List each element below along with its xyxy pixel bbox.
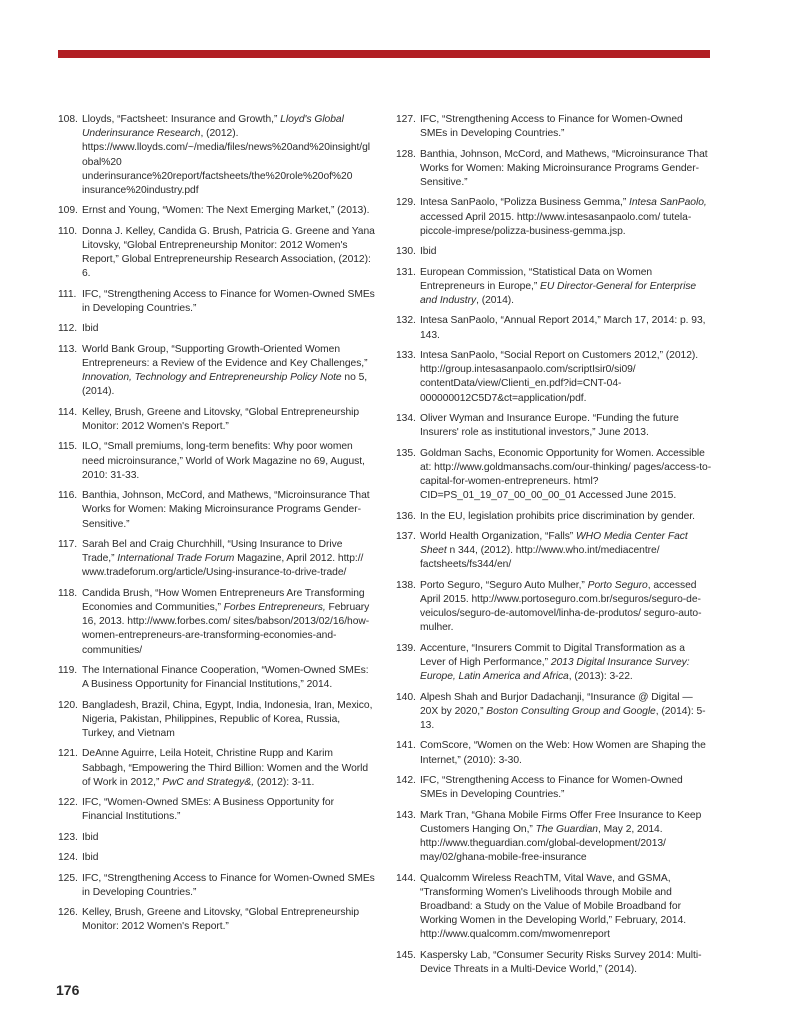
endnote-title-italic: Boston Consulting Group and Google (486, 705, 656, 717)
endnote-title-italic: Intesa SanPaolo, (629, 197, 707, 209)
endnote-text-segment: Ibid (82, 323, 99, 335)
endnote-number: 110. (58, 225, 78, 237)
endnote-number: 122. (58, 797, 78, 809)
endnote-title-italic: 2013 Digital Insurance Survey: Europe, Latin America and Africa (420, 656, 690, 683)
endnote-text (82, 343, 375, 400)
endnote-item (58, 851, 375, 865)
endnote-number: 137. (396, 530, 416, 542)
endnote-text-segment: Ibid (82, 852, 99, 864)
endnote-number: 136. (396, 510, 416, 522)
endnote-number: 114. (58, 406, 78, 418)
endnote-text (420, 113, 712, 141)
endnote-item (58, 489, 375, 532)
endnote-text-segment: World Bank Group, “Supporting Growth-Oriented Women Entrepreneurs: a Review of the Evidence and Key Challenges,” (82, 343, 368, 369)
endnote-item (58, 747, 375, 790)
endnote-text-segment: The International Finance Cooperation, “Women-Owned SMEs: A Business Opportunity for Financial Institutions,” 2014. (82, 664, 369, 691)
endnote-item (396, 245, 712, 259)
endnote-text (82, 538, 375, 581)
endnote-item (58, 288, 375, 316)
endnote-item (58, 796, 375, 824)
endnote-item (58, 322, 375, 336)
endnote-item (396, 349, 712, 406)
endnote-text-segment: Donna J. Kelley, Candida G. Brush, Patricia G. Greene and Yana Litovsky, “Global Entrepreneurship Monitor: 2012 Women's Report,” Global Entrepreneurship Research Association, (2012): 6. (82, 225, 375, 280)
endnote-text (420, 196, 712, 239)
endnote-text-segment: Banthia, Johnson, McCord, and Mathews, “Microinsurance That Works for Women: Making Microinsurance Programs Gender-Sensitive.” (420, 148, 708, 188)
endnote-text (82, 587, 375, 658)
endnote-text-segment: IFC, “Strengthening Access to Finance for Women-Owned SMEs in Developing Countries.” (420, 114, 683, 140)
endnote-text (420, 872, 712, 943)
endnote-text (82, 489, 375, 532)
endnote-number: 132. (396, 315, 416, 327)
endnote-text (420, 266, 712, 309)
endnote-text-segment: Ibid (82, 831, 99, 843)
endnote-text (82, 664, 375, 692)
endnote-text-segment: Goldman Sachs, Economic Opportunity for Women. Accessible at: http://www.goldmansachs.com/our-thinking/ pages/access-to-capital-for-women-entrepreneurs. html?CID=PS_01_19_07_00_00_00_01 Accessed June 2015. (420, 447, 712, 502)
endnote-text-segment: Candida Brush, “How Women Entrepreneurs Are Transforming Economies and Communities,” (82, 587, 365, 613)
endnote-number: 124. (58, 852, 78, 864)
endnote-text-segment: , accessed April 2015. http://www.portoseguro.com.br/seguros/seguro-de-veiculos/seguro-de-automovel/linha-de-produtos/ seguro-auto-mulher. (420, 579, 702, 634)
endnote-text (82, 831, 375, 845)
endnote-text-segment: Magazine, April 2012. http:// www.tradeforum.org/article/Using-insurance-to-drive-trade/ (82, 553, 364, 579)
endnote-number: 144. (396, 872, 416, 884)
endnote-number: 118. (58, 587, 78, 599)
endnote-item (396, 148, 712, 191)
endnote-number: 125. (58, 872, 78, 884)
endnote-item (396, 774, 712, 802)
endnote-text-segment: Bangladesh, Brazil, China, Egypt, India, Indonesia, Iran, Mexico, Nigeria, Pakistan, Philippines, Republic of Korea, Russia, Turkey, and Vietnam (82, 699, 373, 739)
endnote-number: 140. (396, 691, 416, 703)
endnote-text-segment: February 16, 2013. http://www.forbes.com/ sites/babson/2013/02/16/how-women-entrepreneurs-are-transforming-economies-and-communities/ (82, 601, 370, 656)
endnote-text (420, 691, 712, 734)
endnote-text (420, 579, 712, 636)
endnote-text (82, 322, 375, 336)
endnote-text-segment: accessed April 2015. http://www.intesasanpaolo.com/ tutela-piccole-imprese/polizza-business-gemma.jsp. (420, 211, 692, 237)
endnote-text-segment: , (2013): 3-22. (568, 671, 633, 683)
endnote-text-segment: Lloyds, “Factsheet: Insurance and Growth,” (82, 114, 281, 125)
endnote-text-segment: In the EU, legislation prohibits price discrimination by gender. (420, 510, 695, 522)
endnote-item (58, 343, 375, 400)
endnote-text (420, 774, 712, 802)
endnote-text-segment: Banthia, Johnson, McCord, and Mathews, “Microinsurance That Works for Women: Making Microinsurance Programs Gender-Sensitive.” (82, 490, 370, 530)
endnote-number: 123. (58, 831, 78, 843)
endnotes-right-column (396, 113, 712, 983)
endnote-item (58, 587, 375, 658)
endnote-item (58, 699, 375, 742)
page-number: 176 (56, 982, 80, 998)
endnote-item (396, 579, 712, 636)
endnote-number: 111. (58, 288, 77, 300)
endnote-number: 115. (58, 441, 78, 453)
endnote-text-segment: IFC, “Strengthening Access to Finance for Women-Owned SMEs in Developing Countries.” (82, 288, 375, 314)
endnote-number: 116. (58, 490, 78, 502)
endnote-item (396, 510, 712, 524)
endnote-number: 131. (396, 266, 416, 278)
endnote-item (396, 314, 712, 342)
endnote-text (82, 699, 375, 742)
endnote-text-segment: Accenture, “Insurers Commit to Digital Transformation as a Lever of High Performance,” (420, 642, 685, 668)
endnote-text (82, 747, 375, 790)
endnote-item (396, 949, 712, 977)
endnote-item (396, 530, 712, 573)
endnote-text-segment: World Health Organization, “Falls” (420, 530, 577, 542)
endnote-text (82, 872, 375, 900)
endnote-item (396, 266, 712, 309)
endnote-number: 135. (396, 447, 416, 459)
endnote-number: 129. (396, 197, 416, 209)
endnote-number: 117. (58, 538, 78, 550)
endnote-text-segment: , (2014). (476, 294, 514, 306)
endnote-text-segment: Intesa SanPaolo, “Social Report on Customers 2012,” (2012). http://group.intesasanpaolo.com/scriptIsir0/si09/ contentData/view/Clienti_en.pdf?id=CNT-04-000000012C5D7&ct=application/pdf. (420, 349, 699, 404)
endnote-item (58, 225, 375, 282)
endnote-text (420, 530, 712, 573)
endnote-text (420, 245, 712, 259)
endnote-number: 109. (58, 205, 78, 217)
endnote-text-segment: no 5, (2014). (82, 372, 368, 398)
endnote-title-italic: EU Director-General for Enterprise and Industry (420, 280, 697, 306)
endnote-title-italic: Forbes Entrepreneurs, (223, 601, 326, 613)
endnote-title-italic: Innovation, Technology and Entrepreneurship Policy Note (82, 372, 342, 384)
endnote-text-segment: Ibid (420, 246, 437, 258)
endnote-text (82, 906, 375, 934)
endnote-text-segment: IFC, “Strengthening Access to Finance for Women-Owned SMEs in Developing Countries.” (82, 872, 375, 898)
endnote-item (396, 642, 712, 685)
endnote-text-segment: ComScore, “Women on the Web: How Women are Shaping the Internet,” (2010): 3-30. (420, 740, 706, 766)
endnote-item (396, 691, 712, 734)
endnote-text-segment: , May 2, 2014. http://www.theguardian.com/global-development/2013/ may/02/ghana-mobile-free-insurance (420, 823, 666, 864)
endnote-number: 126. (58, 907, 78, 919)
endnote-item (58, 113, 375, 198)
endnote-text-segment: IFC, “Women-Owned SMEs: A Business Opportunity for Financial Institutions.” (82, 797, 334, 823)
endnote-text (82, 406, 375, 434)
endnote-title-italic: Lloyd's Global Underinsurance Research (82, 114, 344, 140)
endnote-text-segment: Kelley, Brush, Greene and Litovsky, “Global Entrepreneurship Monitor: 2012 Women's Report.” (82, 907, 360, 933)
endnote-title-italic: WHO Media Center Fact Sheet (420, 530, 688, 557)
endnote-text-segment: Qualcomm Wireless ReachTM, Vital Wave, and GSMA, “Transforming Women's Livelihoods through Mobile and Broadband: a Study on the Value of Mobile Broadband for Working Women in the Developing World,” February, 2014. http://www.qualcomm.com/mwomenreport (420, 872, 687, 941)
endnote-text-segment: (2012): 3-11. (254, 776, 315, 788)
endnote-item (396, 412, 712, 440)
endnote-text (82, 113, 375, 198)
endnote-text-segment: Intesa SanPaolo, “Annual Report 2014,” March 17, 2014: p. 93, 143. (420, 315, 706, 341)
endnote-item (396, 809, 712, 866)
endnote-number: 127. (396, 114, 416, 125)
endnote-text-segment: Oliver Wyman and Insurance Europe. “Funding the future Insurers' role as institutional investors,” June 2013. (420, 412, 679, 439)
endnote-number: 130. (396, 246, 416, 258)
endnote-text (82, 440, 375, 483)
endnote-item (58, 831, 375, 845)
endnote-number: 112. (58, 323, 78, 335)
endnote-item (396, 447, 712, 504)
endnote-text-segment: , (2012). https://www.lloyds.com/~/media/files/news%20and%20insight/global%20 underinsurance%20report/factsheets/the%20role%20of%20 insurance%20industry.pdf (82, 128, 371, 197)
endnote-text (420, 447, 712, 504)
endnote-text-segment: Intesa SanPaolo, “Polizza Business Gemma,” (420, 197, 630, 209)
endnote-number: 120. (58, 699, 78, 711)
endnote-text-segment: Alpesh Shah and Burjor Dadachanji, “Insurance @ Digital — 20X by 2020,” (420, 691, 693, 717)
endnote-text (420, 412, 712, 440)
endnote-text (420, 510, 712, 524)
endnote-item (58, 872, 375, 900)
endnote-text-segment: Kelley, Brush, Greene and Litovsky, “Global Entrepreneurship Monitor: 2012 Women's Report.” (82, 406, 360, 432)
endnote-text (82, 851, 375, 865)
endnote-text (420, 739, 712, 767)
endnote-text-segment: Kaspersky Lab, “Consumer Security Risks Survey 2014: Multi-Device Threats in a Multi-Device World,” (2014). (420, 949, 702, 975)
endnote-title-italic: PwC and Strategy&, (162, 776, 255, 788)
endnote-text-segment: IFC, “Strengthening Access to Finance for Women-Owned SMEs in Developing Countries.” (420, 774, 683, 801)
endnote-number: 145. (396, 949, 416, 961)
endnote-item (396, 113, 712, 141)
endnote-title-italic: The Guardian (535, 823, 598, 835)
endnote-number: 134. (396, 412, 416, 424)
endnote-item (58, 906, 375, 934)
endnotes-left-column (58, 113, 375, 941)
endnote-item (396, 196, 712, 239)
endnote-text-segment: European Commission, “Statistical Data on Women Entrepreneurs in Europe,” (420, 266, 653, 292)
endnote-number: 108. (58, 114, 78, 125)
endnote-text-segment: Mark Tran, “Ghana Mobile Firms Offer Free Insurance to Keep Customers Hanging On,” (420, 809, 702, 835)
endnote-item (58, 204, 375, 218)
endnote-title-italic: International Trade Forum (117, 553, 235, 565)
endnote-text (420, 349, 712, 406)
endnote-text (82, 204, 375, 218)
endnote-item (58, 664, 375, 692)
endnote-text (82, 796, 375, 824)
endnote-number: 113. (58, 343, 78, 355)
endnote-text (82, 225, 375, 282)
endnote-number: 121. (58, 748, 78, 760)
endnote-text-segment: Ernst and Young, “Women: The Next Emerging Market,” (2013). (82, 205, 370, 217)
endnote-title-italic: Porto Seguro (587, 579, 648, 591)
endnote-text-segment: Porto Seguro, “Seguro Auto Mulher,” (420, 579, 588, 591)
endnote-text-segment: ILO, “Small premiums, long-term benefits: Why poor women need microinsurance,” World of Work Magazine no 69, August, 2010: 31-33. (82, 441, 365, 481)
endnote-text (420, 148, 712, 191)
endnote-text-segment: n 344, (2012). http://www.who.int/mediacentre/ factsheets/fs344/en/ (420, 545, 660, 571)
header-accent-bar (58, 50, 710, 58)
endnote-number: 141. (396, 740, 416, 752)
endnote-text (82, 288, 375, 316)
endnote-text-segment: DeAnne Aguirre, Leila Hoteit, Christine Rupp and Karim Sabbagh, “Empowering the Third Billion: Women and the World of Work in 2012,” (82, 748, 369, 788)
endnote-number: 138. (396, 579, 416, 591)
endnote-item (58, 538, 375, 581)
endnote-number: 128. (396, 148, 416, 160)
endnote-number: 142. (396, 774, 416, 786)
endnote-text (420, 314, 712, 342)
endnote-text-segment: , (2014): 5-13. (420, 705, 706, 731)
endnote-number: 119. (58, 664, 78, 676)
endnote-item (58, 440, 375, 483)
endnote-text (420, 642, 712, 685)
endnote-text (420, 949, 712, 977)
endnote-text (420, 809, 712, 866)
endnote-item (396, 739, 712, 767)
endnote-text-segment: Sarah Bel and Craig Churchhill, “Using Insurance to Drive Trade,” (82, 538, 343, 565)
endnote-number: 143. (396, 809, 416, 821)
endnote-number: 139. (396, 642, 416, 654)
endnote-item (396, 872, 712, 943)
endnote-item (58, 406, 375, 434)
endnote-number: 133. (396, 349, 416, 361)
